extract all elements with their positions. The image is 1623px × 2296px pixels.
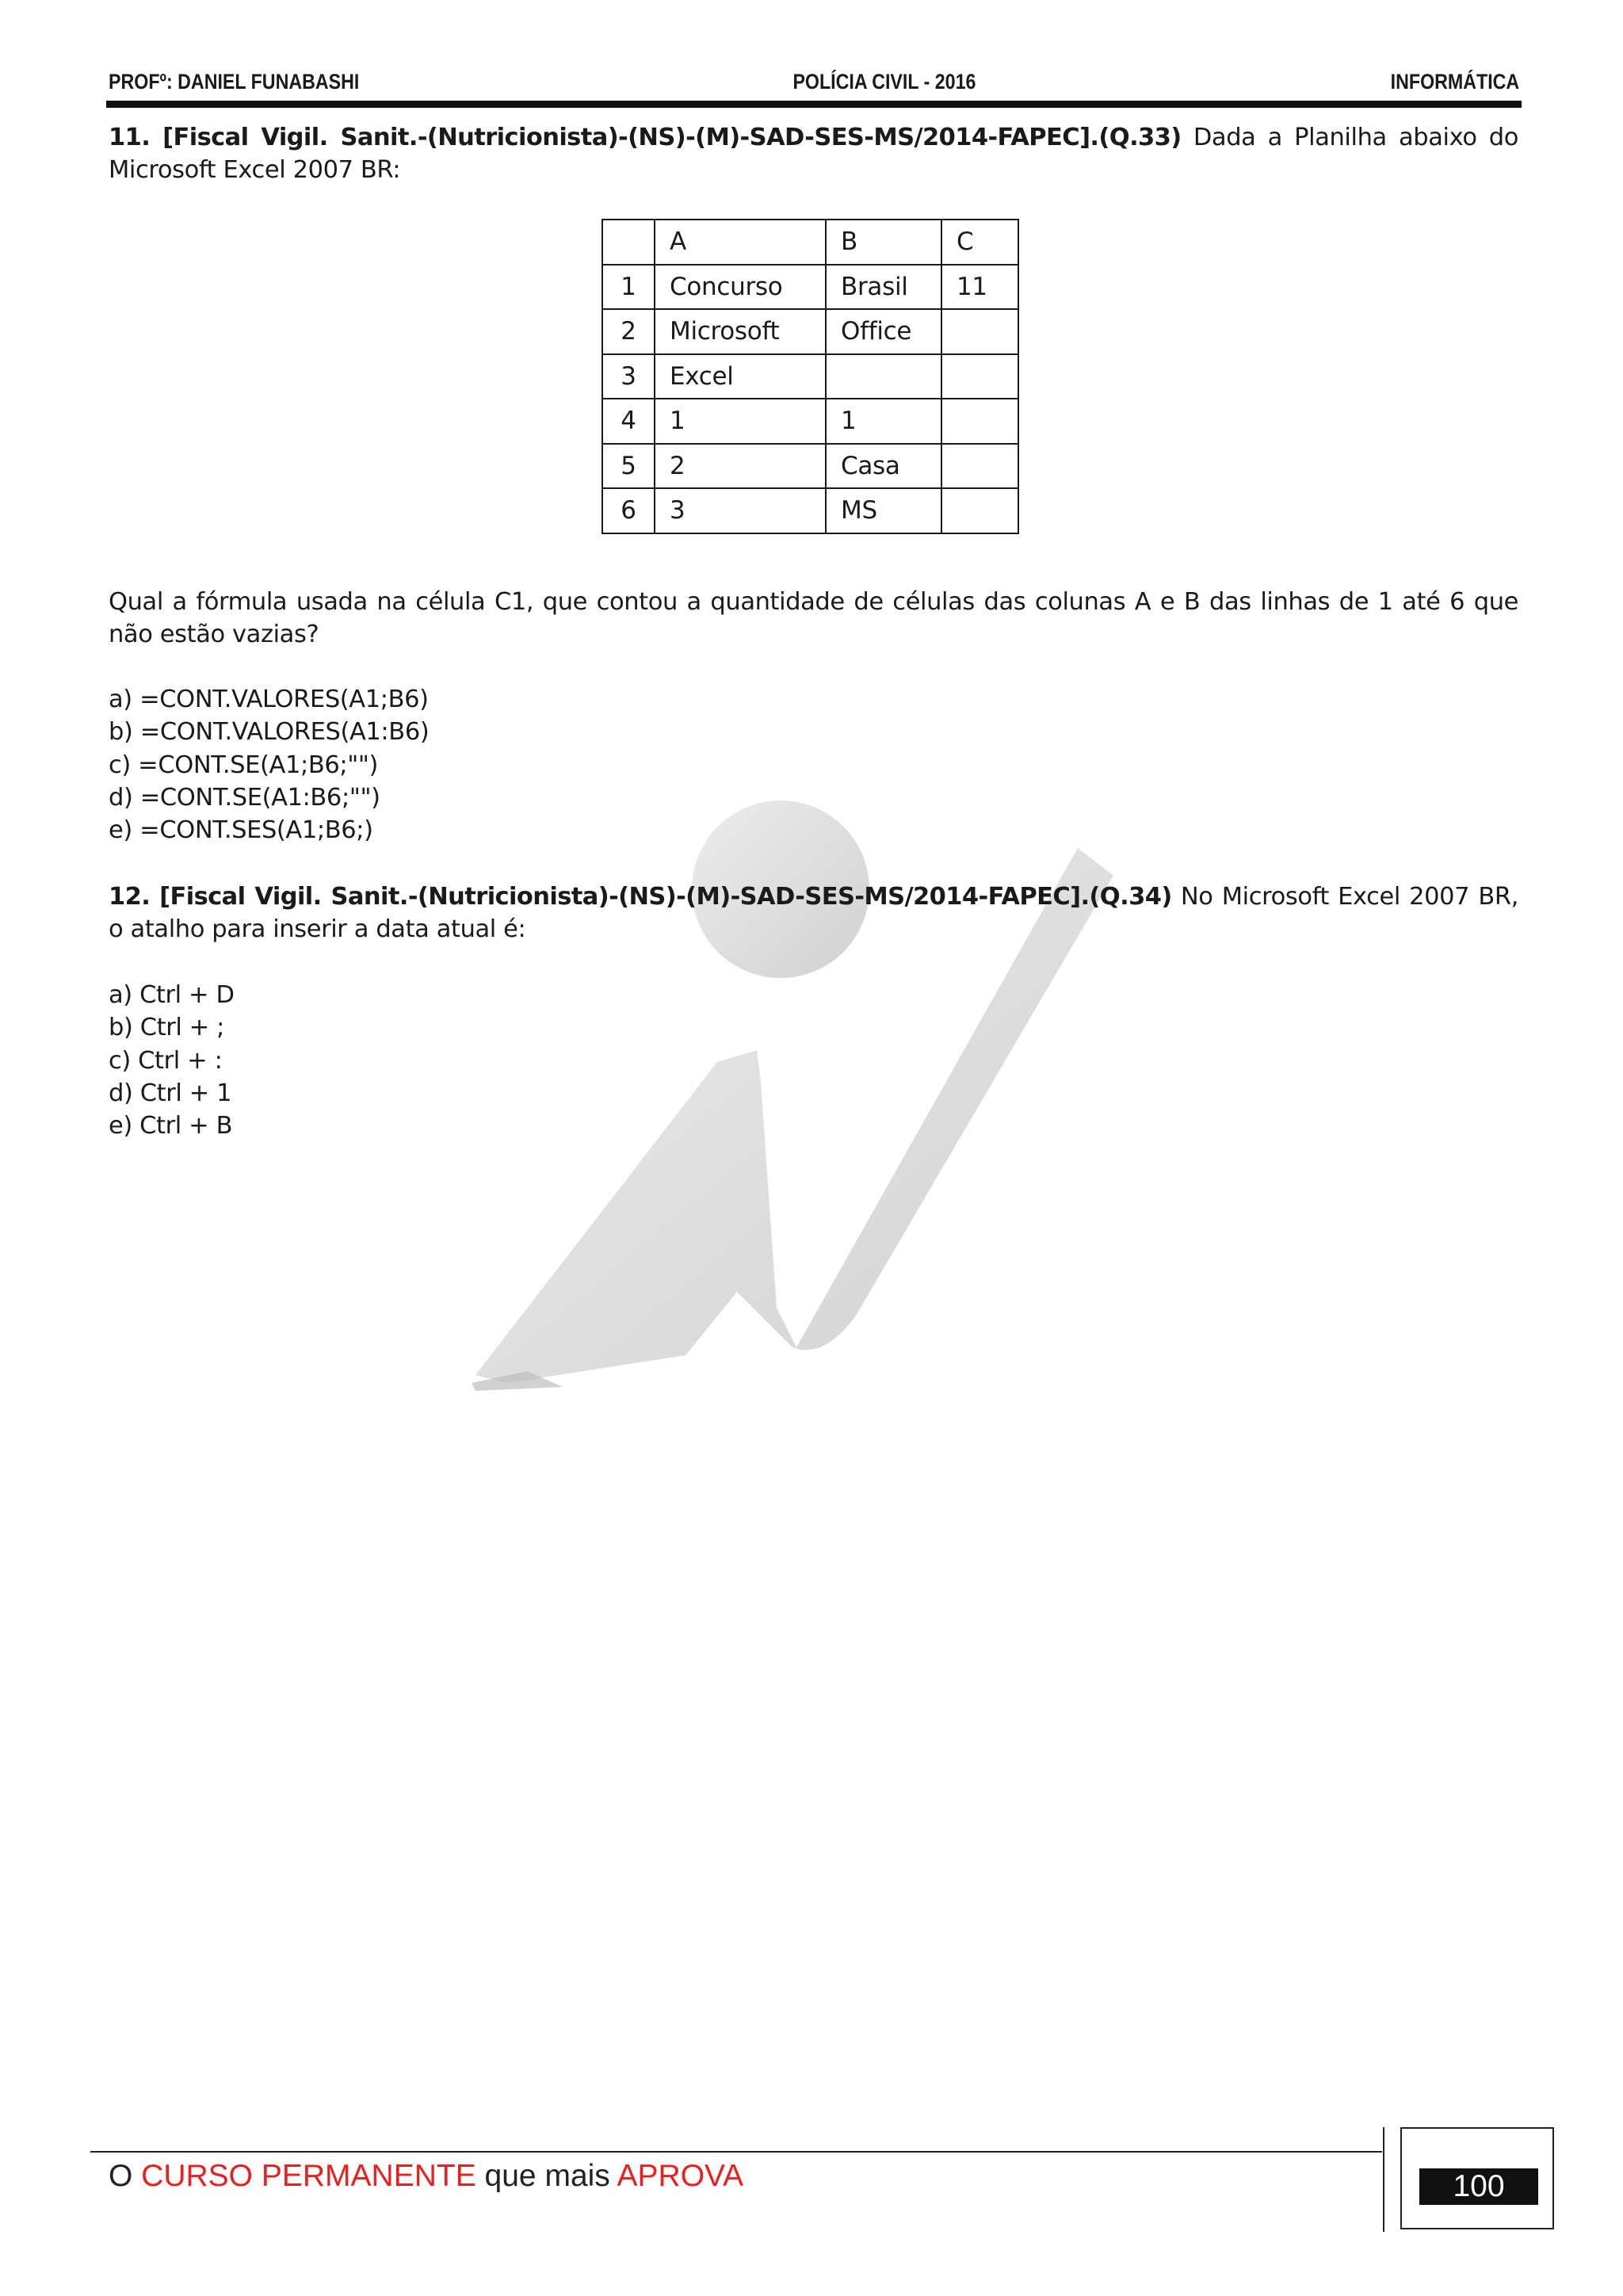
row-number: 5 — [602, 444, 655, 489]
table-cell: Brasil — [826, 265, 941, 310]
header-teacher: PROFº: DANIEL FUNABASHI — [109, 70, 360, 94]
table-cell: Office — [826, 309, 941, 354]
page-number: 100 — [1419, 2168, 1538, 2205]
table-corner-cell — [602, 220, 655, 265]
question-12-intro: No Microsoft Excel 2007 BR, o atalho para inserir a data atual é: — [109, 883, 1518, 943]
column-header-a: A — [655, 220, 826, 265]
table-cell: 11 — [941, 265, 1018, 310]
option-e: e) Ctrl + B — [109, 1112, 233, 1140]
option-d: d) =CONT.SE(A1:B6;"") — [109, 783, 380, 812]
table-cell: 2 — [655, 444, 826, 489]
row-number: 1 — [602, 265, 655, 310]
table-cell: MS — [826, 488, 941, 533]
footer-slogan-part: O — [109, 2159, 142, 2193]
table-cell: Casa — [826, 444, 941, 489]
header-course: POLÍCIA CIVIL - 2016 — [792, 70, 976, 94]
question-12-options — [109, 979, 235, 1142]
table-row — [602, 354, 1018, 399]
footer-vertical-divider — [1383, 2127, 1384, 2232]
table-row — [602, 399, 1018, 444]
column-header-b: B — [826, 220, 941, 265]
header-divider — [106, 101, 1522, 108]
footer-slogan-highlight: APROVA — [617, 2159, 744, 2193]
row-number: 3 — [602, 354, 655, 399]
option-d: d) Ctrl + 1 — [109, 1079, 232, 1107]
table-cell — [941, 444, 1018, 489]
table-cell — [941, 309, 1018, 354]
table-cell: Microsoft — [655, 309, 826, 354]
page-header — [109, 70, 1520, 98]
question-11-ref: 11. [Fiscal Vigil. Sanit.-(Nutricionista)-(NS)-(M)-SAD-SES-MS/2014-FAPEC].(Q.33) — [109, 124, 1182, 151]
table-cell: 1 — [826, 399, 941, 444]
table-cell: Excel — [655, 354, 826, 399]
row-number: 4 — [602, 399, 655, 444]
option-c: c) =CONT.SE(A1;B6;"") — [109, 751, 378, 779]
table-row — [602, 265, 1018, 310]
option-e: e) =CONT.SES(A1;B6;) — [109, 816, 373, 845]
page-number-box — [1400, 2127, 1554, 2229]
question-12-header — [109, 881, 1518, 946]
table-cell: Concurso — [655, 265, 826, 310]
table-cell — [826, 354, 941, 399]
table-cell: 3 — [655, 488, 826, 533]
header-subject: INFORMÁTICA — [1390, 70, 1520, 94]
spreadsheet-table — [601, 219, 1019, 534]
table-cell — [941, 354, 1018, 399]
column-header-c: C — [941, 220, 1018, 265]
question-11-options — [109, 683, 429, 846]
row-number: 2 — [602, 309, 655, 354]
table-cell: 1 — [655, 399, 826, 444]
option-b: b) =CONT.VALORES(A1:B6) — [109, 718, 430, 747]
option-c: c) Ctrl + : — [109, 1046, 223, 1075]
footer-divider — [90, 2151, 1382, 2153]
row-number: 6 — [602, 488, 655, 533]
table-row — [602, 488, 1018, 533]
footer-slogan-highlight: CURSO PERMANENTE — [141, 2159, 476, 2193]
option-a: a) Ctrl + D — [109, 981, 235, 1009]
question-12-ref: 12. [Fiscal Vigil. Sanit.-(Nutricionista)-(NS)-(M)-SAD-SES-MS/2014-FAPEC].(Q.34) — [109, 883, 1172, 911]
table-cell — [941, 399, 1018, 444]
question-11-header — [109, 121, 1518, 186]
table-row — [602, 309, 1018, 354]
footer-slogan-part: que mais — [475, 2159, 617, 2193]
table-cell — [941, 488, 1018, 533]
option-a: a) =CONT.VALORES(A1;B6) — [109, 686, 429, 713]
footer-slogan — [109, 2159, 743, 2194]
question-11-text: Qual a fórmula usada na célula C1, que contou a quantidade de células das colunas A e B das linhas de 1 até 6 que não estão vazias? — [109, 588, 1518, 648]
table-row — [602, 444, 1018, 489]
option-b: b) Ctrl + ; — [109, 1014, 225, 1042]
question-11-intro: Dada a Planilha abaixo do Microsoft Excel 2007 BR: — [109, 124, 1518, 184]
table-header-row — [602, 220, 1018, 265]
